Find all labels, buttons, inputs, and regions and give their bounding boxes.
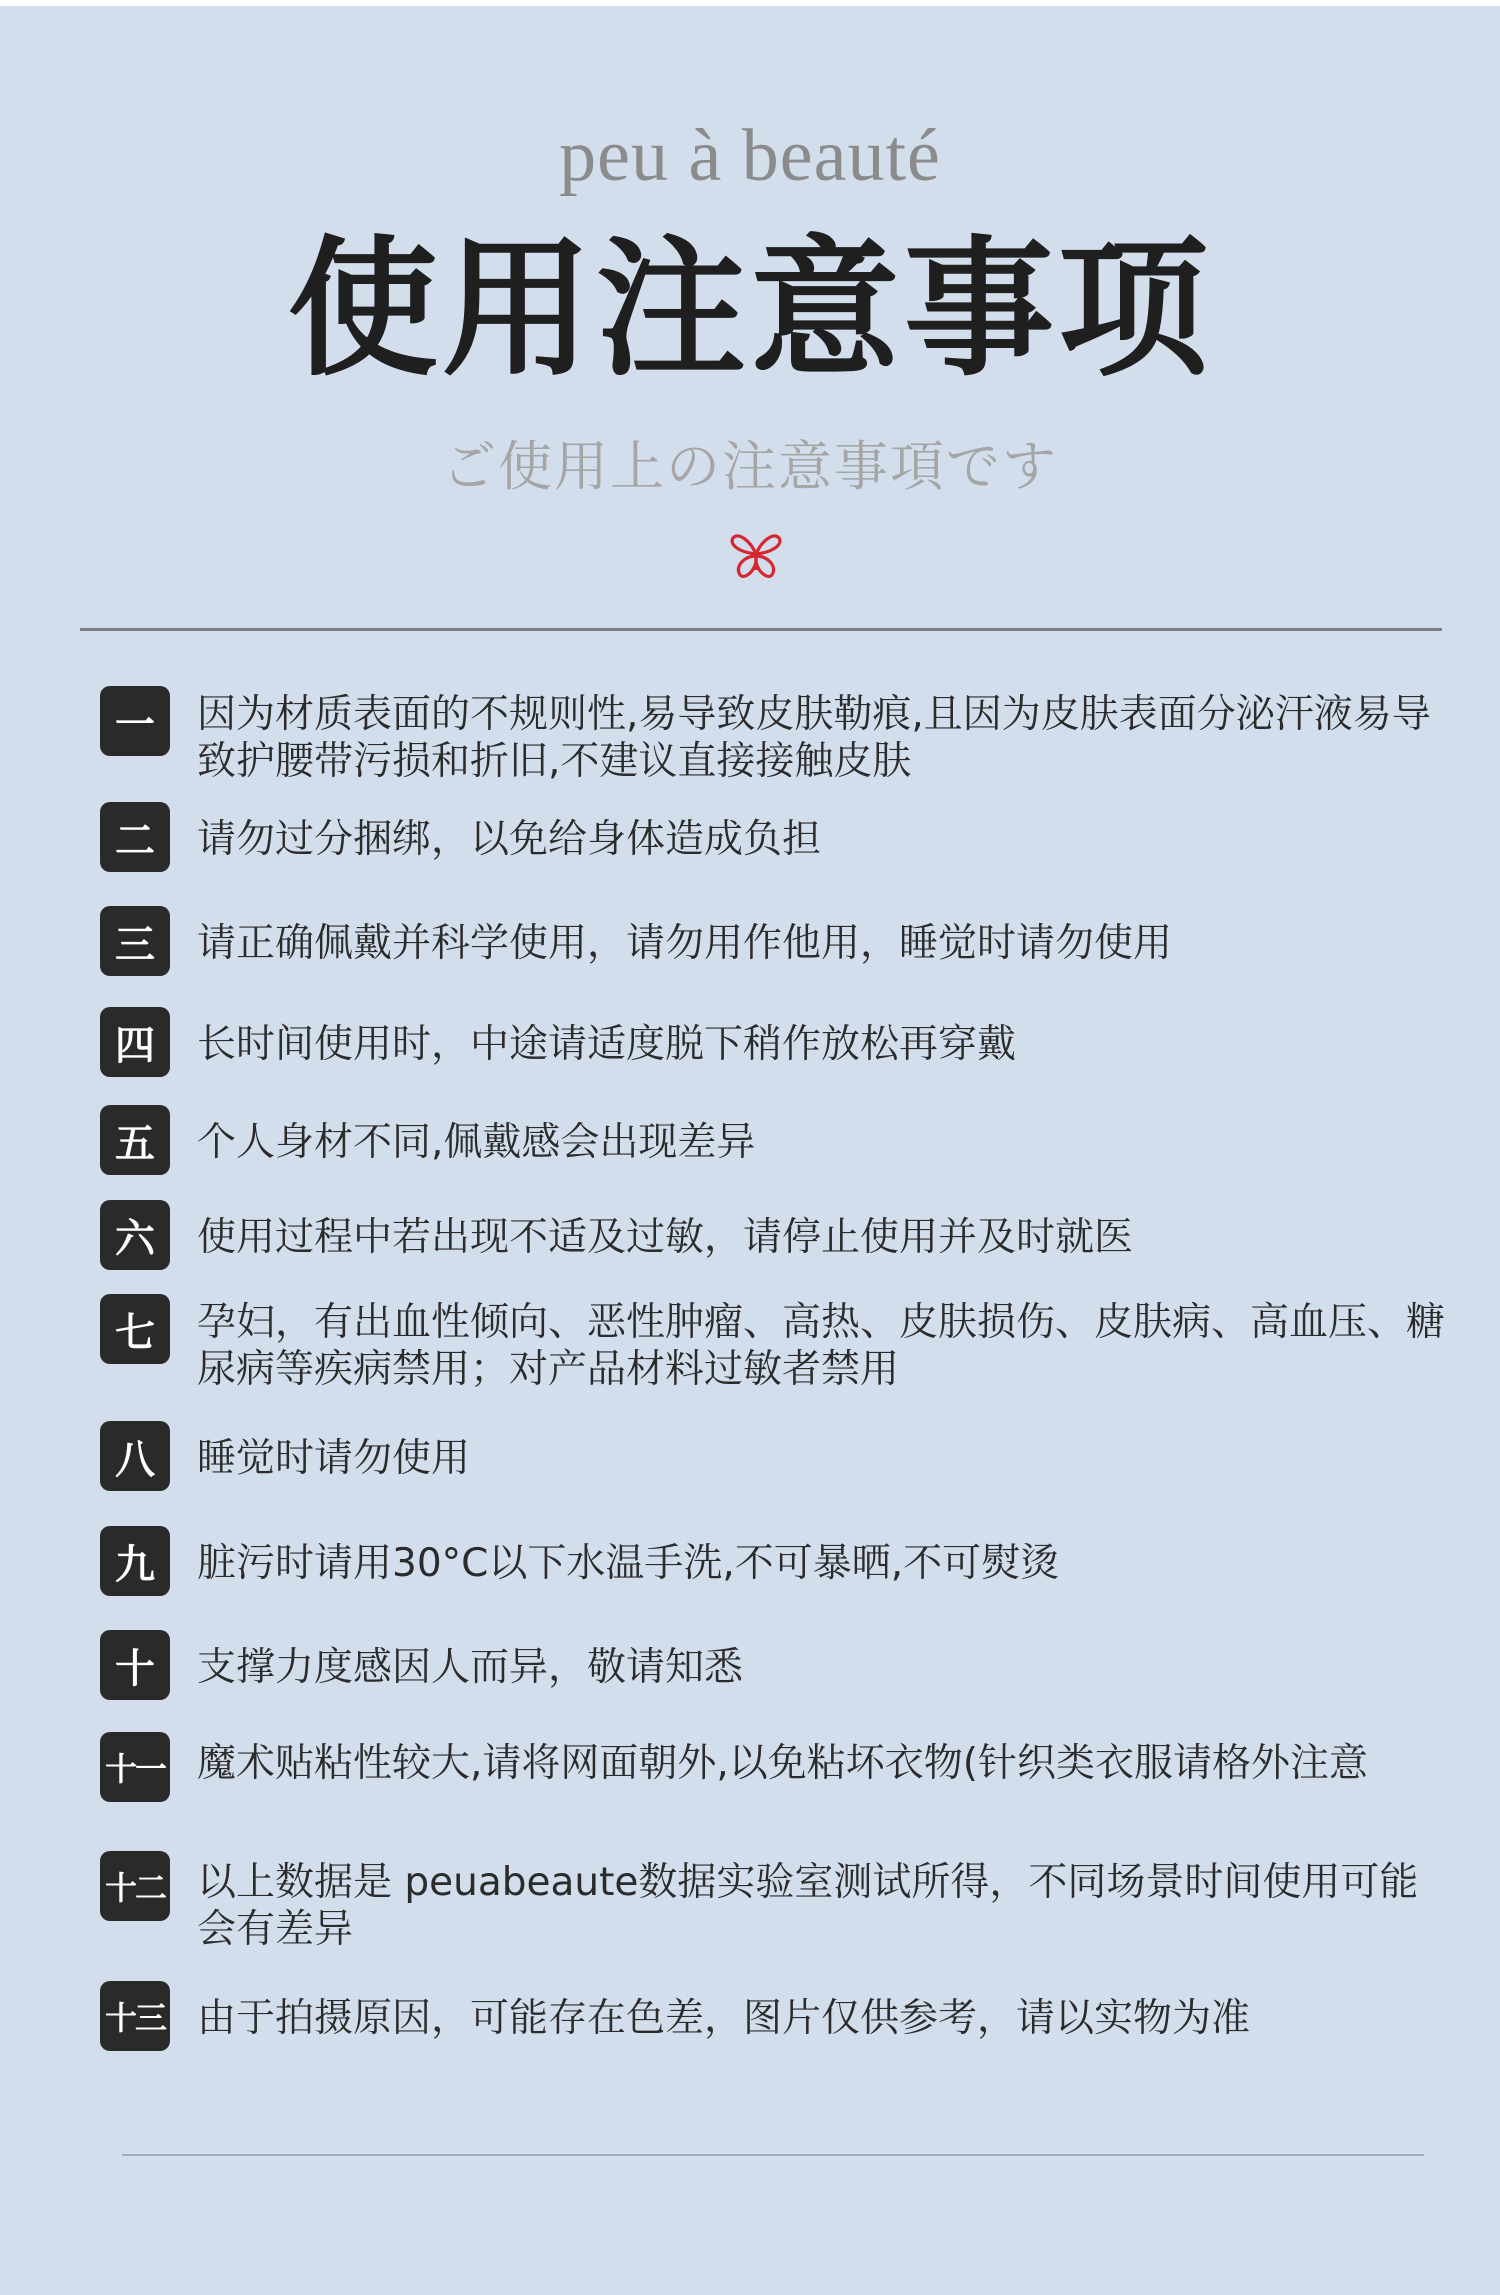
item-text: 支撑力度感因人而异，敬请知悉 [197, 1645, 744, 1690]
item-text: 由于拍摄原因，可能存在色差，图片仅供参考，请以实物为准 [197, 1996, 1251, 2041]
item-text: 请正确佩戴并科学使用，请勿用作他用，睡觉时请勿使用 [197, 921, 1173, 966]
item-number-badge: 十一 [100, 1732, 170, 1802]
divider-top [80, 628, 1442, 631]
item-number-badge: 二 [100, 802, 170, 872]
item-number-badge: 八 [100, 1421, 170, 1491]
divider-bottom [122, 2154, 1424, 2156]
page-background [0, 6, 1500, 2295]
item-text: 使用过程中若出现不适及过敏，请停止使用并及时就医 [197, 1215, 1134, 1260]
item-number-badge: 七 [100, 1294, 170, 1364]
item-number-badge: 一 [100, 686, 170, 756]
item-number-badge: 四 [100, 1007, 170, 1077]
item-text: 请勿过分捆绑，以免给身体造成负担 [197, 817, 822, 862]
item-number-badge: 九 [100, 1526, 170, 1596]
item-number-badge: 十三 [100, 1981, 170, 2051]
item-text: 睡觉时请勿使用 [197, 1436, 471, 1481]
butterfly-icon [726, 526, 786, 586]
item-number-badge: 十 [100, 1630, 170, 1700]
page-subtitle: ご使用上の注意事項です [442, 435, 1058, 498]
item-text: 魔术贴粘性较大,请将网面朝外,以免粘坏衣物(针织类衣服请格外注意 [197, 1741, 1369, 1786]
item-text: 以上数据是 peuabeaute数据实验室测试所得，不同场景时间使用可能会有差异 [197, 1860, 1419, 1952]
item-number-badge: 六 [100, 1200, 170, 1270]
item-text: 因为材质表面的不规则性,易导致皮肤勒痕,且因为皮肤表面分泌汗液易导致护腰带污损和折旧,不建议直接接触皮肤 [197, 692, 1431, 784]
item-text: 个人身材不同,佩戴感会出现差异 [197, 1120, 756, 1165]
item-number-badge: 三 [100, 906, 170, 976]
brand-name: peu à beauté [559, 115, 941, 197]
item-number-badge: 五 [100, 1105, 170, 1175]
item-number-badge: 十二 [100, 1851, 170, 1921]
item-text: 孕妇，有出血性倾向、恶性肿瘤、高热、皮肤损伤、皮肤病、高血压、糖尿病等疾病禁用；对产品材料过敏者禁用 [197, 1300, 1446, 1392]
item-text: 长时间使用时，中途请适度脱下稍作放松再穿戴 [197, 1022, 1017, 1067]
item-text: 脏污时请用30°C以下水温手洗,不可暴晒,不可熨烫 [197, 1541, 1060, 1586]
page-title: 使用注意事项 [287, 223, 1212, 397]
